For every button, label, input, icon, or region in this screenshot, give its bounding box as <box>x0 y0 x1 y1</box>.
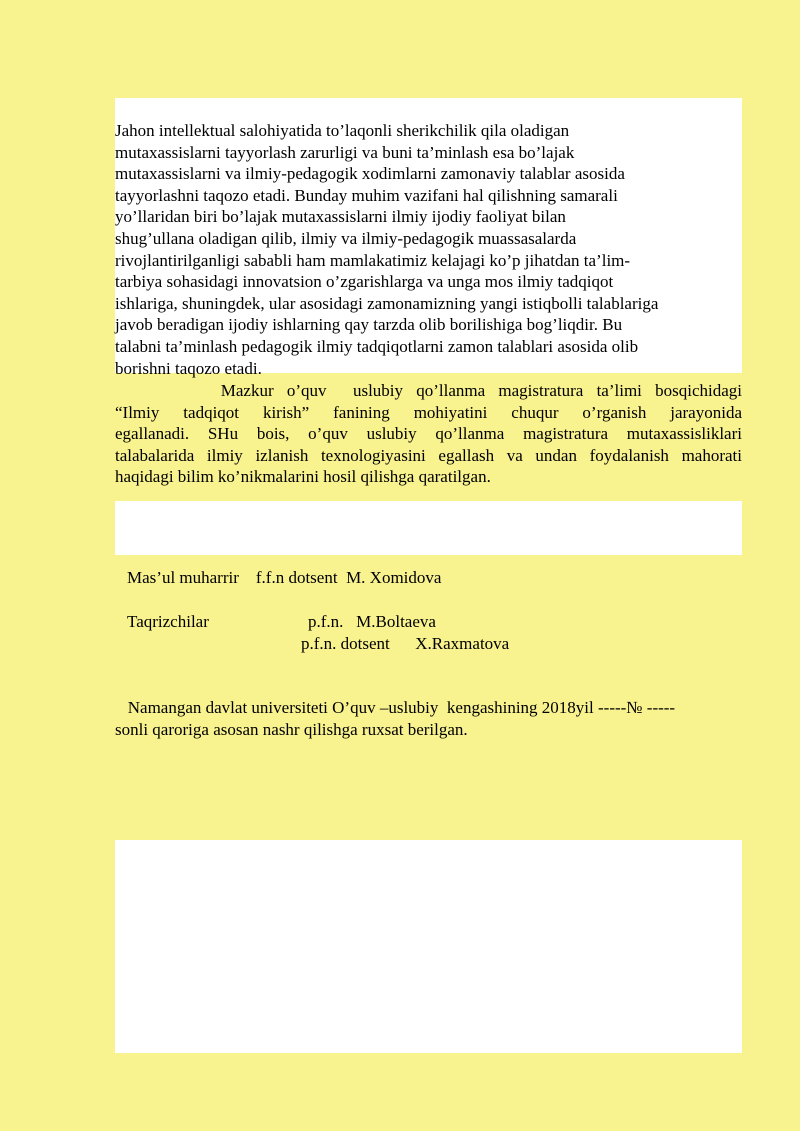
text-line: rivojlantirilganligi sababli ham mamlakatimiz kelajagi ko’p jihatdan ta’lim- <box>115 250 631 270</box>
text-line: ishlariga, shuningdek, ular asosidagi zamonamizning yangi istiqbolli talablariga <box>115 293 659 313</box>
text-line: tayyorlashni taqozo etadi. Bunday muhim vazifani hal qilishning samarali <box>115 185 618 205</box>
text-line: tarbiya sohasidagi innovatsion o’zgarishlarga va unga mos ilmiy tadqiqot <box>115 272 614 292</box>
text-line: Mazkur o’quv uslubiy qo’llanma magistratura ta’limi bosqichidagi <box>115 381 742 400</box>
reviewer-name: p.f.n. M.Boltaeva <box>308 612 436 631</box>
text-line: egallanadi. SHu bois, o’quv uslubiy qo’llanma magistratura mutaxassisliklari <box>115 424 742 444</box>
text-line: mutaxassislarni tayyorlash zarurligi va buni ta’minlash esa bo’lajak <box>115 142 575 162</box>
text-line: shug’ullana oladigan qilib, ilmiy va ilmiy-pedagogik muassasalarda <box>115 228 577 248</box>
approval-note <box>115 697 745 740</box>
intro-paragraph <box>115 120 745 379</box>
text-line: haqidagi bilim ko’nikmalarini hosil qilishga qaratilgan. <box>115 467 491 487</box>
responsible-editor: Mas’ul muharrir f.f.n dotsent M. Xomidova <box>127 568 442 587</box>
purpose-paragraph <box>115 380 742 488</box>
text-line: “Ilmiy tadqiqot kirish” fanining mohiyatini chuqur o’rganish jarayonida <box>115 402 742 422</box>
reviewers-label: Taqrizchilar <box>127 612 209 631</box>
reviewer-name: p.f.n. dotsent X.Raxmatova <box>301 634 510 653</box>
text-line: Jahon intellektual salohiyatida to’laqonli sherikchilik qila oladigan <box>115 121 570 140</box>
text-line: mutaxassislarni va ilmiy-pedagogik xodimlarni zamonaviy talablar asosida <box>115 164 625 184</box>
text-line: yo’llaridan biri bo’lajak mutaxassislarni ilmiy ijodiy faoliyat bilan <box>115 207 566 227</box>
text-line: talabni ta’minlash pedagogik ilmiy tadqiqotlarni zamon talablari asosida olib <box>115 336 639 356</box>
blank-box <box>115 840 742 1053</box>
text-line: javob beradigan ijodiy ishlarning qay tarzda olib borilishiga bog’liqdir. Bu <box>115 315 623 335</box>
text-line: borishni taqozo etadi. <box>115 358 262 378</box>
blank-box <box>115 501 742 555</box>
text-line: Namangan davlat universiteti O’quv –uslubiy kengashining 2018yil -----№ ----- <box>115 698 676 717</box>
text-line: talabalarida ilmiy izlanish texnologiyasini egallash va undan foydalanish mahorati <box>115 445 742 465</box>
text-line: sonli qaroriga asosan nashr qilishga ruxsat berilgan. <box>115 719 468 739</box>
